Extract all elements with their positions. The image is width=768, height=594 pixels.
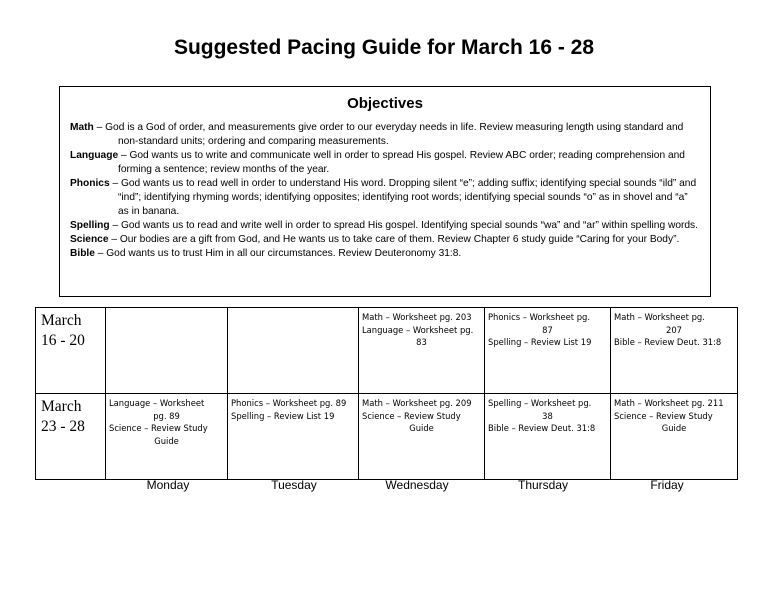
objective-subject: Bible — [70, 248, 95, 259]
day-label-monday: Monday — [146, 478, 190, 492]
assignment-entry: Guide — [409, 423, 434, 433]
assignment-entry: Spelling – Review List 19 — [488, 337, 592, 347]
objective-bible — [70, 247, 700, 261]
objective-text: – God wants us to trust Him in all our circumstances. Review Deuteronomy 31:8. — [94, 248, 462, 259]
assignment-entry: Language – Worksheet — [109, 398, 205, 408]
cell-friday — [611, 394, 738, 480]
page-title: Suggested Pacing Guide for March 16 - 28 — [173, 36, 595, 59]
week-label-dates: 16 - 20 — [41, 332, 85, 349]
cell-monday — [106, 308, 228, 394]
assignment-entry: Bible – Review Deut. 31:8 — [488, 423, 596, 433]
cell-tuesday — [228, 308, 359, 394]
day-label-thursday: Thursday — [517, 478, 569, 492]
assignment-entry: 38 — [542, 410, 553, 421]
objective-language — [70, 149, 700, 177]
assignment-entry: Science – Review Study — [614, 410, 713, 421]
objective-math — [70, 121, 700, 149]
assignment-entry: Phonics – Worksheet pg. — [488, 312, 591, 322]
day-label-friday: Friday — [650, 478, 684, 492]
objective-subject: Language — [70, 150, 119, 161]
assignment-entry: Guide — [661, 423, 687, 433]
cell-wednesday — [359, 308, 485, 394]
objective-text: – God wants us to write and communicate well in order to spread His gospel. Review ABC order; reading comprehension and forming a sentence; review months of the year. — [118, 150, 685, 175]
assignment-entry: Science – Review Study — [109, 423, 208, 433]
day-labels — [35, 478, 737, 494]
objective-text: – Our bodies are a gift from God, and He wants us to take care of them. Review Chapter 6 study guide “Caring for your Body”. — [108, 234, 680, 245]
week-label-month: March — [41, 312, 82, 329]
assignment-entry: Math – Worksheet pg. 211 — [614, 398, 724, 408]
week-row-march-16-20 — [36, 308, 738, 394]
week-row-march-23-28 — [36, 394, 738, 480]
cell-thursday — [485, 308, 611, 394]
assignment-entry: Spelling – Review List 19 — [231, 410, 335, 421]
pacing-calendar — [35, 307, 738, 480]
assignment-entry: Language – Worksheet pg. — [362, 324, 474, 335]
assignment-entry: Guide — [154, 435, 179, 446]
assignment-entry: Phonics – Worksheet pg. 89 — [231, 398, 347, 408]
objective-text: – God wants us to read and write well in order to spread His gospel. Identifying special sounds “wa” and “ar” within spelling words. — [109, 220, 698, 231]
cell-friday — [611, 308, 738, 394]
objective-subject: Phonics — [70, 178, 110, 189]
assignment-entry: Math – Worksheet pg. 209 — [362, 398, 472, 408]
objective-subject: Math — [70, 122, 94, 133]
assignment-entry: 83 — [416, 337, 427, 347]
week-label — [36, 394, 106, 480]
assignment-entry: Bible – Review Deut. 31:8 — [614, 337, 722, 347]
objective-subject: Spelling — [70, 220, 110, 231]
cell-monday — [106, 394, 228, 480]
cell-tuesday — [228, 394, 359, 480]
week-label-month: March — [41, 398, 82, 415]
objective-phonics — [70, 177, 700, 219]
objective-text: – God wants us to read well in order to understand His word. Dropping silent “e”; adding suffix; identifying special sounds “ild” and “ind”; identifying rhyming words; identifying opposites; identifying root words; identifying special sounds “o” as in shovel and “a” as in banana. — [109, 178, 697, 217]
cell-wednesday — [359, 394, 485, 480]
objective-spelling — [70, 219, 700, 233]
assignment-entry: Math – Worksheet pg. — [614, 312, 705, 322]
assignment-entry: Science – Review Study — [362, 410, 461, 421]
objectives-box — [59, 86, 711, 297]
day-label-wednesday: Wednesday — [385, 478, 449, 492]
day-label-tuesday: Tuesday — [271, 478, 317, 492]
week-label-dates: 23 - 28 — [41, 418, 85, 435]
week-label — [36, 308, 106, 394]
objective-subject: Science — [70, 234, 109, 245]
assignment-entry: Spelling – Worksheet pg. — [488, 398, 592, 408]
assignment-entry: 87 — [542, 324, 553, 335]
objective-text: – God is a God of order, and measurements give order to our everyday needs in life. Review measuring length using standard and non-standard units; ordering and comparing measurements. — [93, 122, 684, 147]
objectives-heading: Objectives — [347, 95, 423, 112]
assignment-entry: pg. 89 — [153, 410, 180, 421]
assignment-entry: Math – Worksheet pg. 203 — [362, 312, 472, 322]
cell-thursday — [485, 394, 611, 480]
objective-science — [70, 233, 700, 247]
assignment-entry: 207 — [666, 324, 682, 335]
